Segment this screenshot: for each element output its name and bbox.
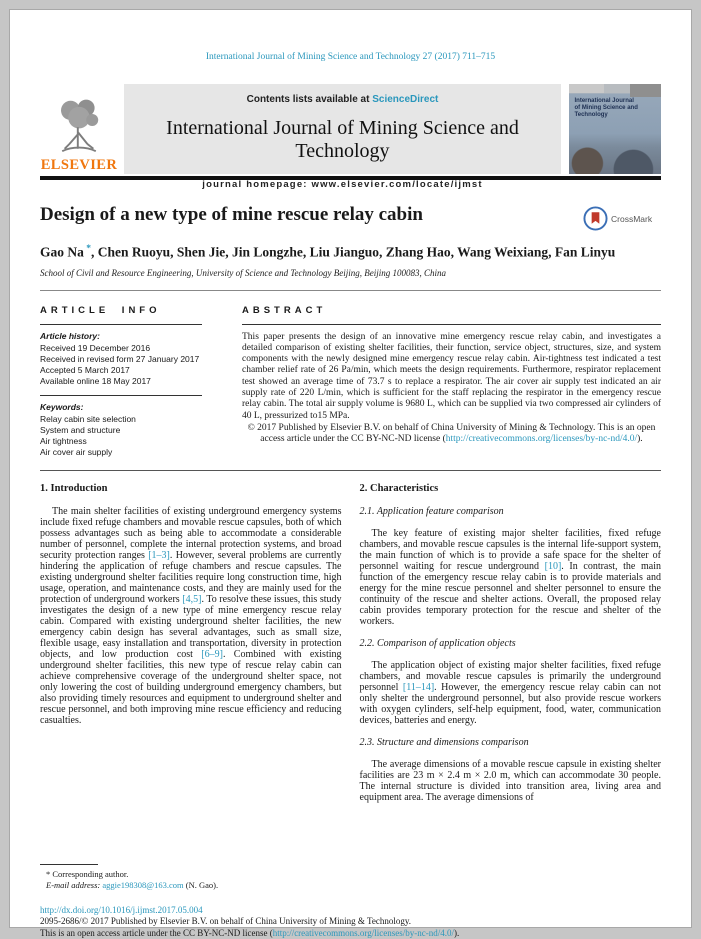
cover-decoration <box>569 84 604 93</box>
keyword: Relay cabin site selection <box>40 414 212 425</box>
paragraph: The average dimensions of a movable rescue capsule in existing shelter facilities are 23 m × 2.4 m × 2.0 m, which can accommodate 30 people. The internal structure is divided into transition area, living area and equipment area. The average dimensions of <box>360 759 662 803</box>
abstract-text: This paper presents the design of an innovative mine emergency rescue relay cabin, and investigates a detailed comparison of existing shelter facilities, their function, service object, structures, size, and system components with the newly designed mine emergency rescue relay cabin. Air-tightness test indicated a test chamber relief rate of 26 Pa/min, which meets the design requirements. Furthermore, respirator replacement test showed an average time of 73.7 s to replace a respirator. The air cover air supply test indicated an air supply rate of 220 L/min, which is sufficient for the staff replacing the respirator in the emergency rescue relay cabin. The total air supply volume is 9680 L, which can be supplied via two compressed air cylinders of 40 L, pressurized to15 MPa. <box>242 332 661 422</box>
doi-link[interactable]: http://dx.doi.org/10.1016/j.ijmst.2017.05.004 <box>40 905 661 917</box>
subsection-heading-2-3: 2.3. Structure and dimensions comparison <box>360 737 662 748</box>
divider <box>40 470 661 471</box>
elsevier-tree-icon <box>54 96 104 156</box>
paper-page <box>9 9 692 928</box>
email-line <box>40 880 342 891</box>
license-link[interactable]: http://creativecommons.org/licenses/by-nc-nd/4.0/ <box>446 434 637 444</box>
body-text: . However, the emergency rescue relay cabin can not only shelter the underground personnel, but also provide rescue workers with oxygen cylinders, self-help equipment, food, water, communication devices, batteries and energy. <box>360 682 662 726</box>
cover-decoration <box>630 84 661 97</box>
body-text: . However, several problems are currently hindering the application of refuge chambers and rescue capsules. The existing underground shelter facilities require long construction time, high usage, operation, and maintenance costs, and they are mainly used for the protection of underground workers <box>40 550 342 605</box>
affiliation: School of Civil and Resource Engineering, University of Science and Technology Beijing, Beijing 100083, China <box>40 268 661 278</box>
copyright-line <box>242 423 661 446</box>
keyword: Air cover air supply <box>40 447 212 458</box>
journal-banner <box>124 84 561 174</box>
history-line: Received in revised form 27 January 2017 <box>40 354 212 365</box>
article-info-heading: ARTICLE INFO <box>40 305 212 316</box>
subsection-heading-2-2: 2.2. Comparison of application objects <box>360 638 662 649</box>
license-line <box>40 928 661 939</box>
history-line: Received 19 December 2016 <box>40 343 212 354</box>
body-text: . In contrast, the main function of the emergency rescue relay cabin is to provide materials and energy for the mine rescue personnel and shelter personnel to ensure the continuity of the rescue and shelter actions. Overall, the proposed relay cabin provides temporary protection for the rescue and shelter of the workers. <box>360 561 662 627</box>
subsection-heading-2-1: 2.1. Application feature comparison <box>360 506 662 517</box>
citation-link[interactable]: [11–14] <box>403 682 434 693</box>
divider <box>242 324 661 325</box>
cover-title: International Journal of Mining Science and Technology <box>575 98 639 119</box>
paragraph <box>360 528 662 627</box>
divider <box>40 290 661 291</box>
elsevier-wordmark: ELSEVIER <box>41 157 118 174</box>
keyword: Air tightness <box>40 436 212 447</box>
license-text: ). <box>454 928 459 938</box>
keywords-label: Keywords: <box>40 402 212 412</box>
body-text: . Combined with existing underground shelter facilities, this new type of rescue relay cabin can achieve comprehensive coverage of the underground shelter space, not only lowering the cost of building underground emergency chambers, but also providing timely resources and equipment to underground shelter and rescue personnel, and both improving mine rescue efficiency and reducing casualties. <box>40 649 342 726</box>
body-text: The main shelter facilities of existing underground emergency systems include fixed refuge chambers and movable rescue capsules, both of which possess advantages such as being able to accommodate a considerable number of personnel, complete the internal protection systems, and broad security protection ranges <box>40 506 342 561</box>
citation-link[interactable]: [10] <box>545 561 562 572</box>
email-label: E-mail address: <box>46 880 102 890</box>
paragraph <box>360 660 662 726</box>
elsevier-logo <box>40 84 118 174</box>
abstract-panel <box>242 305 661 458</box>
divider <box>40 395 202 396</box>
crossmark-badge[interactable] <box>583 206 661 231</box>
email-link[interactable]: aggie198308@163.com <box>102 880 183 890</box>
section-heading-characteristics: 2. Characteristics <box>360 483 662 494</box>
email-suffix: (N. Gao). <box>184 880 218 890</box>
journal-header <box>40 84 661 174</box>
journal-citation: International Journal of Mining Science and Technology 27 (2017) 711–715 <box>40 52 661 62</box>
copyright-text: © 2017 Published by Elsevier B.V. on behalf of China University of Mining & Technology. This is an open access article under the CC BY-NC-ND license ( <box>248 423 656 444</box>
divider <box>40 324 202 325</box>
author-names: , Chen Ruoyu, Shen Jie, Jin Longzhe, Liu Jianguo, Zhang Hao, Wang Weixiang, Fan Linyu <box>91 245 615 260</box>
abstract-heading: ABSTRACT <box>242 305 661 316</box>
body-text: The application object of existing major shelter facilities, fixed refuge chambers, and movable rescue capsules is primarily the underground personnel <box>360 660 662 693</box>
page-title: Design of a new type of mine rescue relay cabin <box>40 204 583 226</box>
corresponding-author-mark[interactable]: * <box>84 244 91 254</box>
copyright-text: ). <box>637 434 643 444</box>
license-link[interactable]: http://creativecommons.org/licenses/by-nc-nd/4.0/ <box>273 928 454 938</box>
citation-link[interactable]: [1–3] <box>148 550 170 561</box>
corresponding-author-note: * Corresponding author. <box>40 869 342 880</box>
keyword: System and structure <box>40 425 212 436</box>
history-line: Available online 18 May 2017 <box>40 376 212 387</box>
license-text: This is an open access article under the CC BY-NC-ND license ( <box>40 928 273 938</box>
journal-cover-thumbnail <box>569 84 661 174</box>
journal-homepage-link[interactable]: journal homepage: www.elsevier.com/locate/ijmst <box>124 179 561 190</box>
journal-title: International Journal of Mining Science and Technology <box>124 117 561 163</box>
authors-line <box>40 244 661 261</box>
history-line: Accepted 5 March 2017 <box>40 365 212 376</box>
contents-line <box>124 94 561 105</box>
citation-link[interactable]: [4,5] <box>182 594 201 605</box>
footnote <box>40 864 342 891</box>
sciencedirect-link[interactable]: ScienceDirect <box>372 94 438 105</box>
footnote-rule <box>40 864 98 865</box>
footer <box>40 905 661 939</box>
right-column <box>360 483 662 891</box>
crossmark-label: CrossMark <box>611 214 652 224</box>
left-column <box>40 483 342 891</box>
body-text: . To resolve these issues, this study investigates the design of a new type of mine emergency rescue relay cabin. Compared with existing underground shelter facilities, the new emergency cabin design has several advantages, such as small size, flexible usage, easy installation and transportation, diversity in protection objects, and low production cost <box>40 594 342 660</box>
crossmark-icon <box>583 206 608 231</box>
body-text: The key feature of existing major shelter facilities, fixed refuge chambers, and movable rescue capsules is the internal life-support system, the main function of which is to provide a safe space for the shelter of personnel waiting for rescue underground <box>360 528 662 572</box>
author-name: Gao Na <box>40 245 84 260</box>
citation-link[interactable]: [6–9] <box>201 649 223 660</box>
article-history-label: Article history: <box>40 331 212 341</box>
section-heading-introduction: 1. Introduction <box>40 483 342 494</box>
article-info-panel <box>40 305 212 458</box>
issn-copyright-line: 2095-2686/© 2017 Published by Elsevier B.V. on behalf of China University of Mining & Technology. <box>40 916 661 928</box>
contents-prefix: Contents lists available at <box>247 94 373 105</box>
paragraph <box>40 506 342 726</box>
